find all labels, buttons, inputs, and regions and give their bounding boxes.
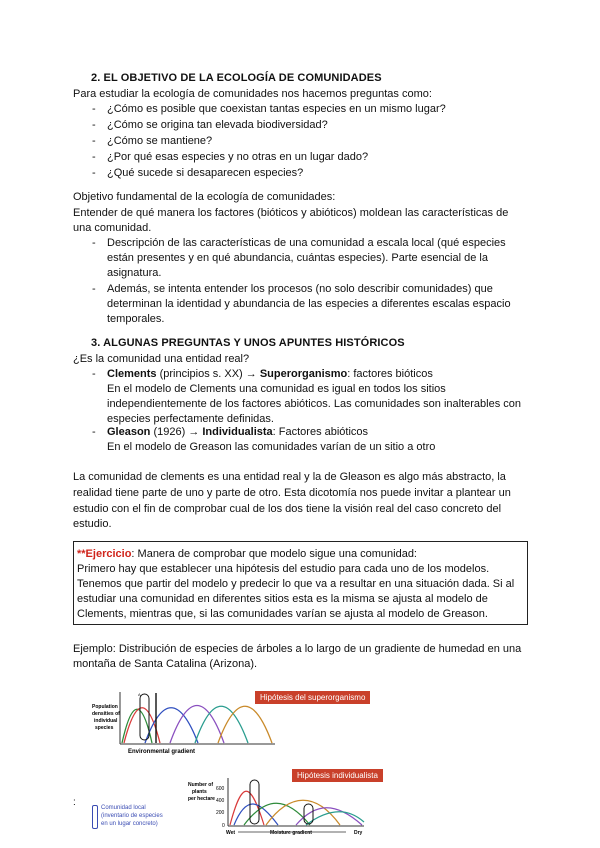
paragraph-line: La comunidad de clements es una entidad real y la de Gleason es algo más abstracto, la xyxy=(73,471,506,483)
list-item: - xyxy=(92,103,96,115)
local-community-marker xyxy=(250,780,259,824)
example-line: montaña de Santa Catalina (Arizona). xyxy=(73,658,258,670)
objective-label: Objetivo fundamental de la ecología de comunidades: xyxy=(73,191,336,203)
list-item-text: ¿Cómo es posible que coexistan tantas especies en un mismo lugar? xyxy=(107,103,446,115)
clements-concept: Superorganismo xyxy=(259,368,348,380)
exercise-line: Clements, mientras que, si las comunidades varían se ajusta al modelo de Greason. xyxy=(77,608,488,620)
bullet-1-line: están presentes y en qué abundancia, cuántas especies). Parte esencial de la xyxy=(107,252,488,264)
exercise-title: : Manera de comprobar que modelo sigue una comunidad: xyxy=(131,548,417,560)
gleason-concept: Individualista xyxy=(202,426,273,438)
species-curve xyxy=(218,706,272,743)
exercise-line: Primero hay que establecer una hipótesis del estudio para cada uno de los modelos. xyxy=(77,563,490,575)
legend-swatch xyxy=(92,805,98,829)
clements-line: especies perfectamente definidas. xyxy=(107,413,274,425)
bullet-1-line: asignatura. xyxy=(107,267,162,279)
y-tick: 400 xyxy=(216,798,225,804)
superorganism-tag: Hipótesis del superorganismo xyxy=(255,691,370,704)
curve-label: A xyxy=(138,692,141,697)
list-item: - xyxy=(92,283,96,295)
ylabel-line: densities of xyxy=(92,711,120,717)
margin-mark: : xyxy=(73,797,76,808)
gleason-heading xyxy=(107,424,368,440)
species-curve xyxy=(234,804,278,825)
section-2-title: 2. EL OBJETIVO DE LA ECOLOGÍA DE COMUNIDADES xyxy=(91,72,382,84)
exercise-line: estudiar una comunidad en diferentes sitios esta es la misma se ajusta al modelo de xyxy=(77,593,488,605)
bullet-2-line: determinan la identidad y abundancia de las especies a diferentes escalas espacio xyxy=(107,298,511,310)
example-line: Ejemplo: Distribución de especies de árboles a lo largo de un gradiente de humedad en una xyxy=(73,643,522,655)
y-tick: 200 xyxy=(216,810,225,816)
individualist-tag: Hipótesis individualista xyxy=(292,769,383,782)
bullet-1-line: Descripción de las características de una comunidad a escala local (qué especies xyxy=(107,237,506,249)
list-item-text: ¿Por qué esas especies y no otras en un lugar dado? xyxy=(107,151,369,163)
clements-heading xyxy=(107,366,433,382)
objective-line: Entender de qué manera los factores (bióticos y abióticos) moldean las características de xyxy=(73,207,509,219)
bullet-2-line: Además, se intenta entender los procesos (no solo describir comunidades) que xyxy=(107,283,493,295)
gleason-line: En el modelo de Greason las comunidades varían de un sitio a otro xyxy=(107,441,436,453)
list-item: - xyxy=(92,151,96,163)
section-3-title: 3. ALGUNAS PREGUNTAS Y UNOS APUNTES HISTÓRICOS xyxy=(91,337,405,349)
exercise-label: **Ejercicio xyxy=(77,548,132,560)
objective-line: una comunidad. xyxy=(73,222,152,234)
xlabel: Environmental gradient xyxy=(128,749,196,755)
clements-name: Clements xyxy=(107,368,157,380)
list-item: - xyxy=(92,237,96,249)
list-item: - xyxy=(92,167,96,179)
list-item: - xyxy=(92,119,96,131)
ylabel-line: species xyxy=(95,725,114,731)
gleason-name: Gleason xyxy=(107,426,151,438)
list-item-text: ¿Qué sucede si desaparecen especies? xyxy=(107,167,304,179)
exercise-line: Tenemos que partir del modelo y predecir lo que va a resultar en una situación dada. Si al xyxy=(77,578,515,590)
xlabel: Moisture gradient xyxy=(270,830,312,836)
exercise-heading xyxy=(77,546,417,562)
paragraph-line: estudio. xyxy=(73,518,112,530)
list-item-text: ¿Cómo se origina tan elevada biodiversidad? xyxy=(107,119,328,131)
clements-line: independientemente de los factores abióticos. Las comunidades son inalterables con xyxy=(107,398,521,410)
gleason-rest: : Factores abióticos xyxy=(272,426,369,438)
species-curve xyxy=(244,803,310,825)
list-item: - xyxy=(92,135,96,147)
clements-line: En el modelo de Clements una comunidad es igual en todos los sitios xyxy=(107,383,446,395)
clements-date: (principios s. XX) → xyxy=(156,368,260,380)
ylabel-line: plants xyxy=(192,789,207,795)
paragraph-line: estudio con el fin de comprobar cual de los dos tiene la visión real del caso concreto del xyxy=(73,503,502,515)
bullet-2-line: temporales. xyxy=(107,313,165,325)
species-curve xyxy=(296,808,362,825)
section-3-question: ¿Es la comunidad una entidad real? xyxy=(73,353,250,365)
list-item-text: ¿Cómo se mantiene? xyxy=(107,135,213,147)
ylabel-line: individual xyxy=(94,718,118,724)
ylabel-line: Number of xyxy=(188,782,213,788)
superorganism-chart xyxy=(90,688,280,758)
gleason-date: (1926) → xyxy=(150,426,203,438)
x-left-label: Wet xyxy=(226,830,236,836)
y-tick: 0 xyxy=(222,823,225,829)
ylabel-line: Population xyxy=(92,704,118,710)
section-2-intro: Para estudiar la ecología de comunidades nos hacemos preguntas como: xyxy=(73,88,432,100)
legend-line: Comunidad local xyxy=(101,805,146,811)
x-right-label: Dry xyxy=(354,830,363,836)
superorganism-figure xyxy=(90,688,280,758)
y-tick: 600 xyxy=(216,786,225,792)
list-item: - xyxy=(92,426,96,438)
legend-line: (inventario de especies xyxy=(101,813,163,819)
ylabel-line: per hectare xyxy=(188,796,215,802)
paragraph-line: realidad tiene parte de uno y parte de otro. Esta dicotomía nos puede invitar a plantear un xyxy=(73,487,511,499)
clements-rest: : factores bióticos xyxy=(347,368,433,380)
legend-line: en un lugar concreto) xyxy=(101,821,158,827)
list-item: - xyxy=(92,368,96,380)
